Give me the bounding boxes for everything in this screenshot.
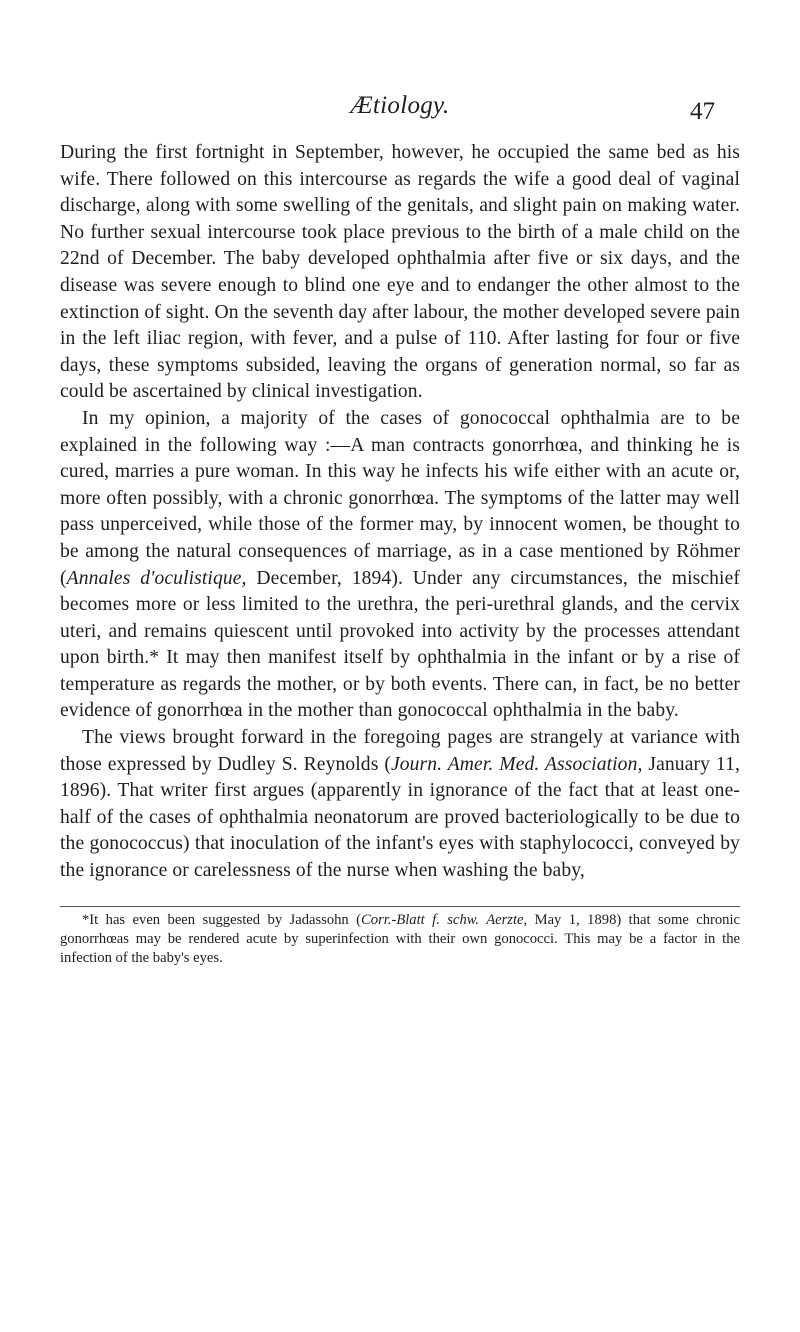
citation-annales: Annales d'oculistique, xyxy=(66,567,247,589)
paragraph-1 xyxy=(60,140,740,406)
body-text xyxy=(60,140,740,885)
running-title: Ætiology. xyxy=(350,92,450,119)
paragraph-2-text-start: In my opinion, a majority of the cases of gonococcal ophthalmia are to be explained in the following way :—A man contracts gonorrhœa, and thinking he is cured, marries a pure woman. In this way he infects his wife either with an acute or, more often possibly, with a chronic gonorrhœa. The symptoms of the latter may well pass unperceived, while those of the former may, by innocent women, be thought to be among the natural consequences of marriage, as in a case mentioned by Röhmer ( xyxy=(60,407,740,589)
footnote xyxy=(60,911,740,968)
paragraph-3-text-start: The views brought forward in the foregoing pages are strangely at variance with those expressed by Dudley S. Reynolds ( xyxy=(60,727,740,775)
footnote-text-start: *It has even been suggested by Jadassohn ( xyxy=(82,912,362,928)
citation-journ-amer: Journ. Amer. Med. Association, xyxy=(390,753,643,775)
page-number: 47 xyxy=(690,98,715,125)
paragraph-2 xyxy=(60,406,740,725)
footnote-citation: Corr.-Blatt f. schw. Aerzte, xyxy=(361,912,528,928)
footnote-divider xyxy=(60,906,740,907)
running-head xyxy=(0,92,800,132)
footnote-text-end: May 1, 1898) that some chronic gonorrhœas may be rendered acute by superinfection with their own gonococci. This may be a factor in the infection of the baby's eyes. xyxy=(60,912,740,966)
paragraph-2-text-end: December, 1894). Under any circumstances, the mischief becomes more or less limited to the urethra, the peri-urethral glands, and the cervix uteri, and remains quiescent until provoked into activity by the processes attendant upon birth.* It may then manifest itself by ophthalmia in the infant or by a rise of temperature as regards the mother, or by both events. There can, in fact, be no better evidence of gonorrhœa in the mother than gonococcal ophthalmia in the baby. xyxy=(60,567,740,722)
paragraph-3 xyxy=(60,725,740,885)
paragraph-3-text-end: January 11, 1896). That writer first argues (apparently in ignorance of the fact that at least one-half of the cases of ophthalmia neonatorum are proved bacteriologically to be due to the gonococcus) that inoculation of the infant's eyes with staphylococci, conveyed by the ignorance or carelessness of the nurse when washing the baby, xyxy=(60,753,740,882)
paragraph-1-text: During the first fortnight in September, however, he occupied the same bed as his wife. There followed on this intercourse as regards the wife a good deal of vaginal discharge, along with some swelling of the genitals, and slight pain on making water. No further sexual intercourse took place previous to the birth of a male child on the 22nd of December. The baby developed ophthalmia after five or six days, and the disease was severe enough to blind one eye and to endanger the other almost to the extinction of sight. On the seventh day after labour, the mother developed severe pain in the left iliac region, with fever, and a pulse of 110. After lasting for four or five days, these symptoms subsided, leaving the organs of generation normal, so far as could be ascertained by clinical investigation. xyxy=(60,142,740,403)
